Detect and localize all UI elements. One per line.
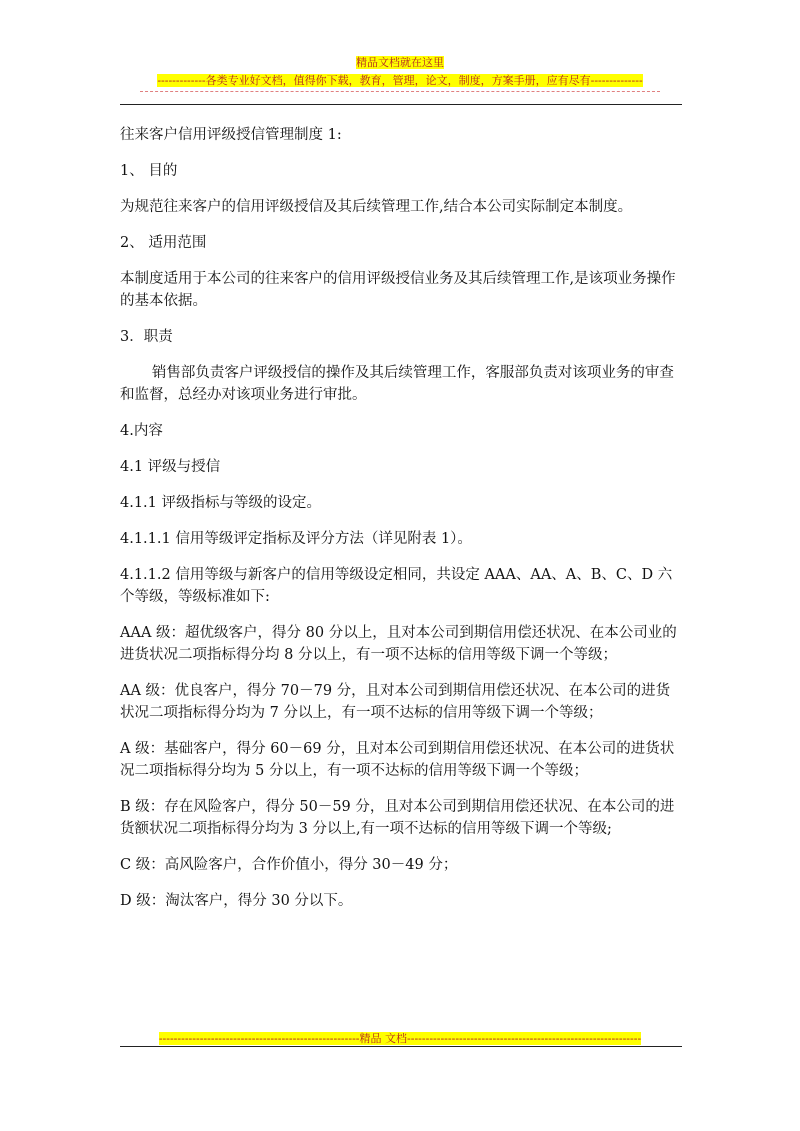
section-3-text: 销售部负责客户评级授信的操作及其后续管理工作，客服部负责对该项业务的审查和监督，总经办对该项业务进行审批。 — [120, 365, 674, 403]
grade-c: C 级：高风险客户，合作价值小，得分 30－49 分； — [120, 857, 458, 873]
document-body — [120, 124, 682, 912]
header-rule — [120, 104, 682, 105]
grade-aa: AA 级：优良客户，得分 70－79 分，且对本公司到期信用偿还状况、在本公司的进货状况二项指标得分均为 7 分以上，有一项不达标的信用等级下调一个等级； — [120, 683, 671, 721]
header-title: 精品文档就在这里 — [356, 56, 444, 69]
header-dashed-divider — [140, 91, 660, 92]
doc-title: 往来客户信用评级授信管理制度 1: — [120, 127, 342, 143]
section-1-heading: 1、 目的 — [120, 163, 178, 179]
footer-rule — [120, 1046, 682, 1047]
grade-d: D 级：淘汰客户，得分 30 分以下。 — [120, 893, 353, 909]
header-subtitle: -------------各类专业好文档，值得你下载，教育，管理，论文，制度，方案手册，应有尽有-------------- — [157, 74, 643, 87]
section-4-1: 4.1 评级与授信 — [120, 459, 221, 475]
section-1-text: 为规范往来客户的信用评级授信及其后续管理工作,结合本公司实际制定本制度。 — [120, 199, 633, 215]
section-4-1-1: 4.1.1 评级指标与等级的设定。 — [120, 495, 322, 511]
footer-text: ------------------------------------------------------精品 文档--------------------------------------------------------------- — [158, 1032, 642, 1045]
section-2-heading: 2、 适用范围 — [120, 235, 207, 251]
section-4-1-1-1: 4.1.1.1 信用等级评定指标及评分方法（详见附表 1）。 — [120, 531, 472, 547]
section-2-text: 本制度适用于本公司的往来客户的信用评级授信业务及其后续管理工作,是该项业务操作的基本依据。 — [120, 271, 676, 309]
grade-b: B 级：存在风险客户，得分 50－59 分，且对本公司到期信用偿还状况、在本公司的进货额状况二项指标得分均为 3 分以上,有一项不达标的信用等级下调一个等级; — [120, 799, 675, 837]
section-4-heading: 4.内容 — [120, 423, 163, 439]
section-4-1-1-2: 4.1.1.2 信用等级与新客户的信用等级设定相同，共设定 AAA、AA、A、B、C、D 六个等级，等级标准如下: — [120, 567, 673, 605]
grade-aaa: AAA 级：超优级客户，得分 80 分以上，且对本公司到期信用偿还状况、在本公司业的进货状况二项指标得分均 8 分以上，有一项不达标的信用等级下调一个等级； — [120, 625, 677, 663]
grade-a: A 级：基础客户，得分 60－69 分，且对本公司到期信用偿还状况、在本公司的进货状况二项指标得分均为 5 分以上，有一项不达标的信用等级下调一个等级； — [120, 741, 675, 779]
section-3-heading: 3．职责 — [120, 329, 173, 345]
